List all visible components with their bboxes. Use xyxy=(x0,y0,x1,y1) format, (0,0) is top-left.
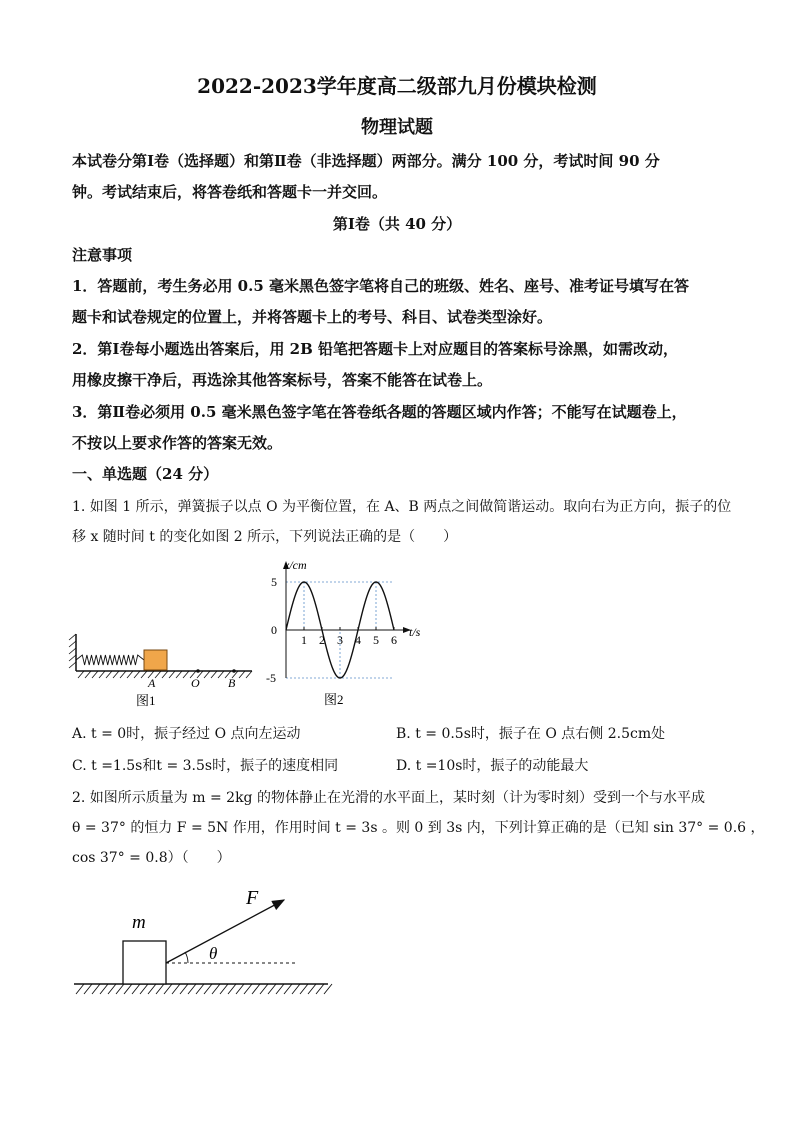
point-b-marker xyxy=(232,669,236,673)
notice-item-3-line-2: 不按以上要求作答的答案无效。 xyxy=(72,434,283,452)
chart-x-tick-label-6: 6 xyxy=(391,633,397,647)
q2-line-1: 2. 如图所示质量为 m = 2kg 的物体静止在光滑的水平面上，某时刻（计为零时刻）受到一个与水平成 xyxy=(72,790,705,806)
notice-item-3-line-1: 3．第Ⅱ卷必须用 0.5 毫米黑色签字笔在答卷纸各题的答题区域内作答；不能写在试题卷上， xyxy=(72,403,687,421)
figure-1-caption: 图1 xyxy=(136,693,156,708)
wall-hatch xyxy=(69,634,76,668)
label-b: B xyxy=(228,676,236,690)
q1-option-a: A. t = 0时，振子经过 O 点向左运动 xyxy=(72,726,301,742)
mass-block xyxy=(123,941,166,984)
q1-option-d: D. t =10s时，振子的动能最大 xyxy=(396,758,589,774)
oscillator-block xyxy=(144,650,167,670)
notice-item-1-line-1: 1．答题前，考生务必用 0.5 毫米黑色签字笔将自己的班级、姓名、座号、准考证号填写在答 xyxy=(72,277,689,295)
q2-line-2: θ = 37° 的恒力 F = 5N 作用，作用时间 t = 3s 。则 0 到 3s 内，下列计算正确的是（已知 sin 37° = 0.6 ， xyxy=(72,820,765,836)
q1-line-1: 1. 如图 1 所示，弹簧振子以点 O 为平衡位置，在 A、B 两点之间做简谐运动。取向右为正方向，振子的位 xyxy=(72,499,732,515)
part-1-title: 一、单选题（24 分） xyxy=(72,465,219,483)
intro-line-2: 钟。考试结束后，将答卷纸和答题卡一并交回。 xyxy=(72,183,388,201)
ground-hatch xyxy=(76,984,332,994)
notice-item-1-line-2: 题卡和试卷规定的位置上，并将答题卡上的考号、科目、试卷类型涂好。 xyxy=(72,308,553,326)
chart-origin-label: 0 xyxy=(271,623,277,637)
q1-option-b: B. t = 0.5s时，振子在 O 点右侧 2.5cm处 xyxy=(396,726,666,742)
chart-y-tick-label-5: 5 xyxy=(271,575,277,589)
chart-x-tick-label-5: 5 xyxy=(373,633,379,647)
label-theta: θ xyxy=(209,944,218,963)
q1-option-c: C. t =1.5s和t = 3.5s时，振子的速度相同 xyxy=(72,758,339,774)
page-title: 2022-2023学年度高二级部九月份模块检测 xyxy=(197,74,597,98)
point-o-marker xyxy=(196,669,200,673)
q1-figure-2-chart xyxy=(256,552,436,712)
angle-arc xyxy=(185,952,188,963)
section-1-title: 第Ⅰ卷（共 40 分） xyxy=(332,215,462,233)
label-m: m xyxy=(132,912,146,933)
q1-line-2: 移 x 随时间 t 的变化如图 2 所示，下列说法正确的是（ ） xyxy=(72,529,458,545)
page-subtitle: 物理试题 xyxy=(361,117,433,138)
chart-x-tick-label-2: 2 xyxy=(319,633,325,647)
q2-figure xyxy=(66,880,336,1000)
notice-item-2-line-1: 2．第Ⅰ卷每小题选出答案后，用 2B 铅笔把答题卡上对应题目的答案标号涂黑，如需改动， xyxy=(72,340,679,358)
chart-x-tick-label-4: 4 xyxy=(355,633,361,647)
force-arrow xyxy=(166,900,284,963)
label-f: F xyxy=(246,887,259,909)
label-a: A xyxy=(148,676,156,690)
label-o: O xyxy=(191,676,200,690)
chart-y-tick-label-neg5: -5 xyxy=(266,671,276,685)
notice-heading: 注意事项 xyxy=(72,246,133,264)
q1-figure-1 xyxy=(66,626,256,710)
chart-x-tick-label-1: 1 xyxy=(301,633,307,647)
spring xyxy=(76,655,144,665)
notice-item-2-line-2: 用橡皮擦干净后，再选涂其他答案标号，答案不能答在试卷上。 xyxy=(72,371,493,389)
chart-y-axis-label: x/cm xyxy=(284,558,307,572)
chart-x-tick-label-3: 3 xyxy=(337,633,343,647)
q2-line-3: cos 37° = 0.8）（ ） xyxy=(72,850,231,866)
figure-2-caption: 图2 xyxy=(324,692,344,707)
intro-line-1: 本试卷分第Ⅰ卷（选择题）和第Ⅱ卷（非选择题）两部分。满分 100 分，考试时间 90 分 xyxy=(72,152,660,170)
floor-hatch xyxy=(78,671,252,678)
chart-x-axis-label: t/s xyxy=(409,625,421,639)
